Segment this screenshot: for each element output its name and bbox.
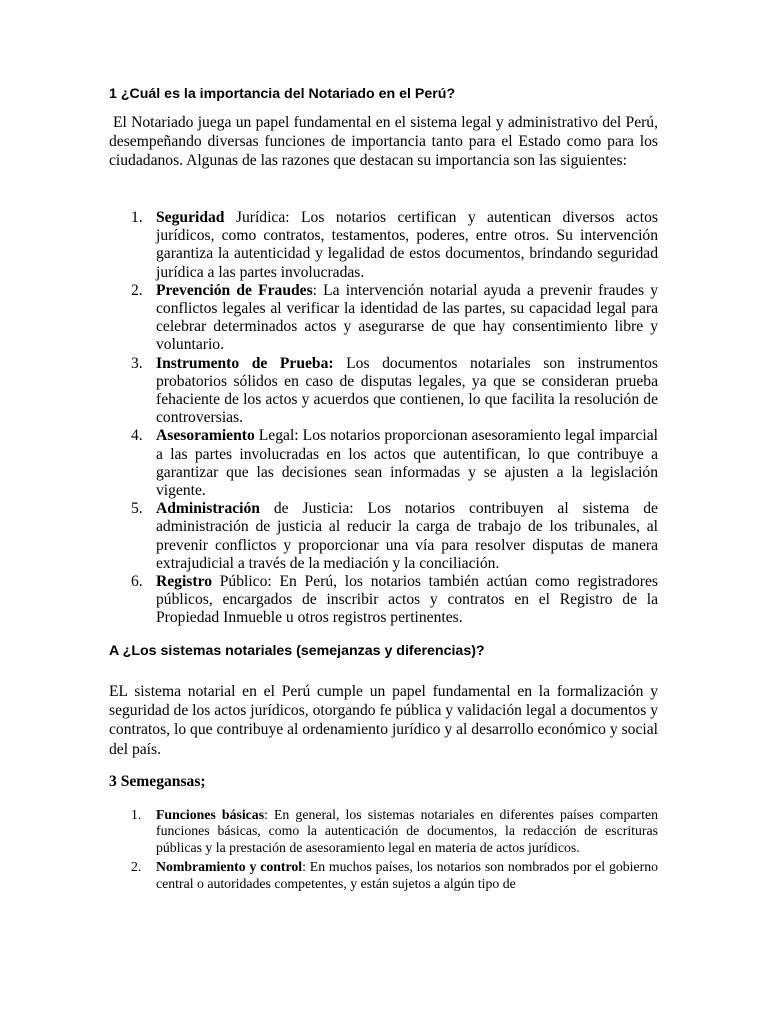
list-item: 2. Nombramiento y control: En muchos países, los notarios son nombrados por el gobierno central o autoridades competentes, y están sujetos a algún tipo de [131,859,658,891]
heading-importance: 1 ¿Cuál es la importancia del Notariado en el Perú? [109,86,456,102]
intro-paragraph: El Notariado juega un papel fundamental en el sistema legal y administrativo del Perú, desempeñando diversas funciones de importancia tanto para el Estado como para los ciudadanos. Algunas de las razones que destacan su importancia son las siguientes: [109,114,658,170]
similarities-list [109,807,658,892]
list-item: 4. Asesoramiento Legal: Los notarios proporcionan asesoramiento legal imparcial a las partes involucradas en los actos que autentifican, lo que contribuye a garantizar que las decisiones sean informadas y se ajusten a la legislación vigente. [131,427,659,500]
sistema-paragraph: EL sistema notarial en el Perú cumple un papel fundamental en la formalización y seguridad de los actos jurídicos, otorgando fe pública y validación legal a documentos y contratos, lo que contribuye al ordenamiento jurídico y al desarrollo económico y social del país. [109,683,658,758]
list-item: 6. Registro Público: En Perú, los notarios también actúan como registradores públicos, encargados de inscribir actos y contratos en el Registro de la Propiedad Inmueble u otros registros pertinentes. [131,573,658,627]
list-item: 1. Seguridad Jurídica: Los notarios certifican y autentican diversos actos jurídicos, como contratos, testamentos, poderes, entre otros. Su intervención garantiza la autenticidad y legalidad de estos documentos, brindando seguridad jurídica a las partes involucradas. [131,209,658,281]
list-item: 3. Instrumento de Prueba: Los documentos notariales son instrumentos probatorios sólidos en caso de disputas legales, ya que se consideran prueba fehaciente de los actos y acuerdos que contienen, lo que facilita la resolución de controversias. [131,354,658,427]
list-item: 1. Funciones básicas: En general, los sistemas notariales en diferentes países comparten funciones básicas, como la autenticación de documentos, la redacción de escrituras públicas y la prestación de asesoramiento legal en materia de actos jurídicos. [131,807,658,855]
heading-semejanzas: 3 Semegansas; [109,773,206,790]
importance-list [109,209,658,628]
list-item: 2. Prevención de Fraudes: La intervención notarial ayuda a prevenir fraudes y conflictos legales al verificar la identidad de las partes, su capacidad legal para celebrar determinados actos y asegurarse de que hay consentimiento libre y voluntario. [131,281,658,354]
list-item: 5. Administración de Justicia: Los notarios contribuyen al sistema de administración de justicia al reducir la carga de trabajo de los tribunales, al prevenir conflictos y proporcionar una vía para resolver disputas de manera extrajudicial a través de la mediación y la conciliación. [131,500,658,572]
heading-sistemas: A ¿Los sistemas notariales (semejanzas y diferencias)? [109,643,485,659]
